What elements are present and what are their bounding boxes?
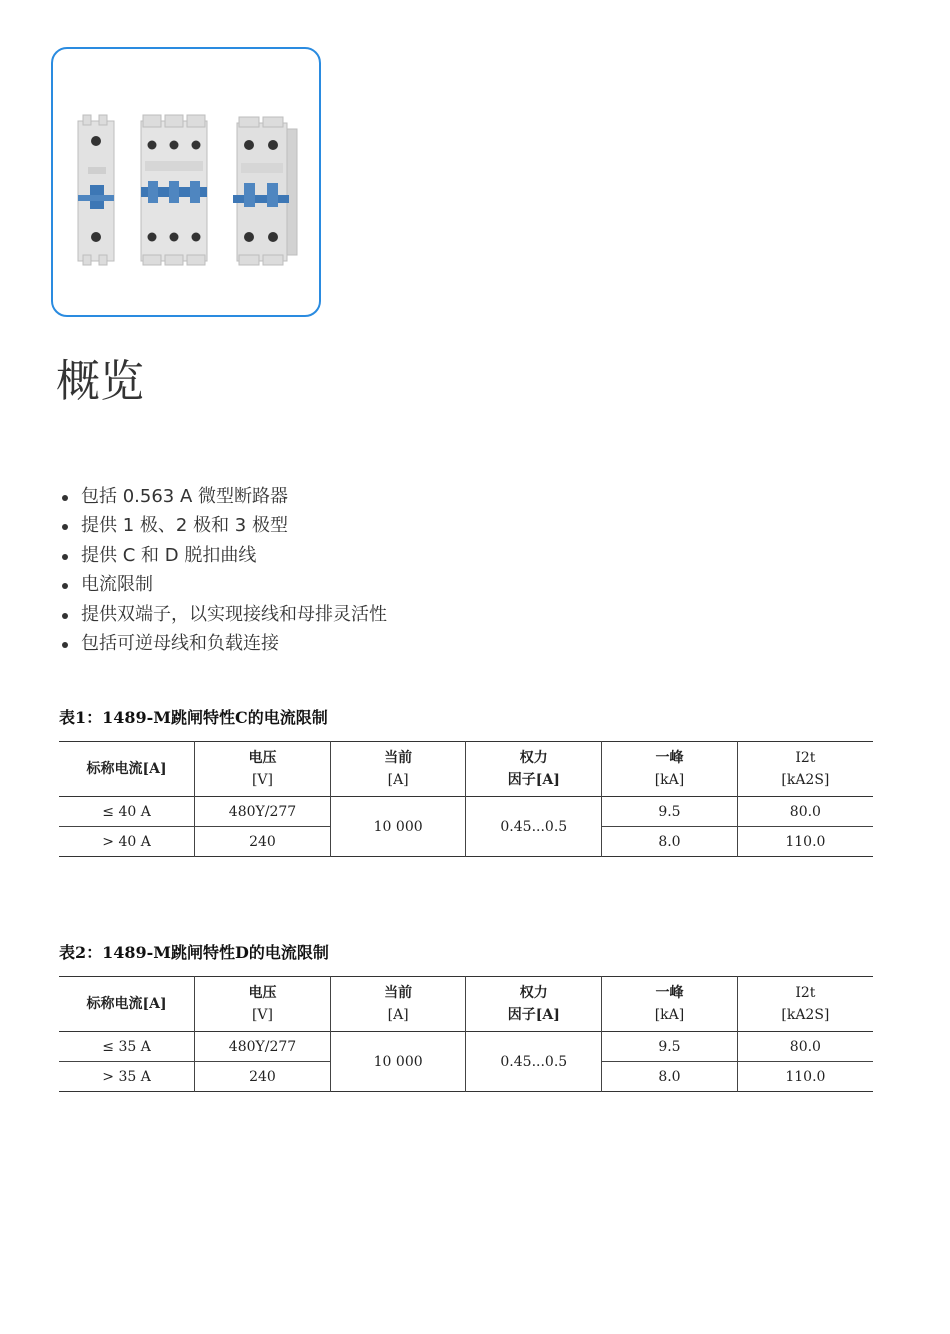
cell-peak: 8.0 xyxy=(602,1062,738,1092)
table-2-title: 表2：1489-M跳闸特性D的电流限制 xyxy=(59,943,329,962)
cell-i2t: 110.0 xyxy=(737,1062,873,1092)
cell-peak: 9.5 xyxy=(602,797,738,827)
header-current: 当前 [A] xyxy=(330,977,466,1032)
cell-rated: > 40 A xyxy=(102,833,151,850)
header-peak: 一峰 [kA] xyxy=(602,977,738,1032)
header-voltage: 电压 [V] xyxy=(195,742,331,797)
table-row xyxy=(59,797,873,827)
cell-power-factor: 0.45...0.5 xyxy=(466,1032,602,1092)
cell-rated: ≤ 35 A xyxy=(102,1038,151,1055)
cell-i2t: 80.0 xyxy=(737,1032,873,1062)
header-rated-current: 标称电流[A] xyxy=(86,996,167,1012)
header-rated-current: 标称电流[A] xyxy=(86,761,167,777)
feature-item: 包括 0.563 A 微型断路器 xyxy=(58,482,387,511)
cell-voltage: 480Y/277 xyxy=(195,797,331,827)
product-image-card xyxy=(51,47,321,317)
circuit-breaker-image xyxy=(53,49,319,315)
feature-item: 包括可逆母线和负载连接 xyxy=(58,629,387,658)
header-power-factor: 权力 因子[A] xyxy=(466,742,602,797)
table-header-row xyxy=(59,977,873,1032)
cell-voltage: 240 xyxy=(195,827,331,857)
cell-power-factor: 0.45...0.5 xyxy=(466,797,602,857)
feature-item: 提供双端子，以实现接线和母排灵活性 xyxy=(58,600,387,629)
header-current: 当前 [A] xyxy=(330,742,466,797)
feature-item: 提供 C 和 D 脱扣曲线 xyxy=(58,541,387,570)
cell-i2t: 110.0 xyxy=(737,827,873,857)
cell-peak: 8.0 xyxy=(602,827,738,857)
feature-item: 提供 1 极、2 极和 3 极型 xyxy=(58,511,387,540)
cell-voltage: 240 xyxy=(195,1062,331,1092)
cell-rated: ≤ 40 A xyxy=(102,803,151,820)
overview-heading: 概览 xyxy=(56,356,144,407)
header-voltage: 电压 [V] xyxy=(195,977,331,1032)
cell-current: 10 000 xyxy=(330,797,466,857)
cell-rated: > 35 A xyxy=(102,1068,151,1085)
feature-list xyxy=(58,482,387,658)
table-2 xyxy=(59,976,873,1092)
cell-peak: 9.5 xyxy=(602,1032,738,1062)
single-pole-breaker xyxy=(78,115,114,265)
header-power-factor: 权力 因子[A] xyxy=(466,977,602,1032)
header-peak: 一峰 [kA] xyxy=(602,742,738,797)
cell-voltage: 480Y/277 xyxy=(195,1032,331,1062)
table-row xyxy=(59,1032,873,1062)
two-pole-breaker xyxy=(233,117,297,265)
table-1 xyxy=(59,741,873,857)
header-i2t: I2t [kA2S] xyxy=(737,977,873,1032)
cell-i2t: 80.0 xyxy=(737,797,873,827)
table-header-row xyxy=(59,742,873,797)
feature-item: 电流限制 xyxy=(58,570,387,599)
header-i2t: I2t [kA2S] xyxy=(737,742,873,797)
three-pole-breaker xyxy=(141,115,207,265)
table-1-title: 表1：1489-M跳闸特性C的电流限制 xyxy=(59,708,328,727)
cell-current: 10 000 xyxy=(330,1032,466,1092)
